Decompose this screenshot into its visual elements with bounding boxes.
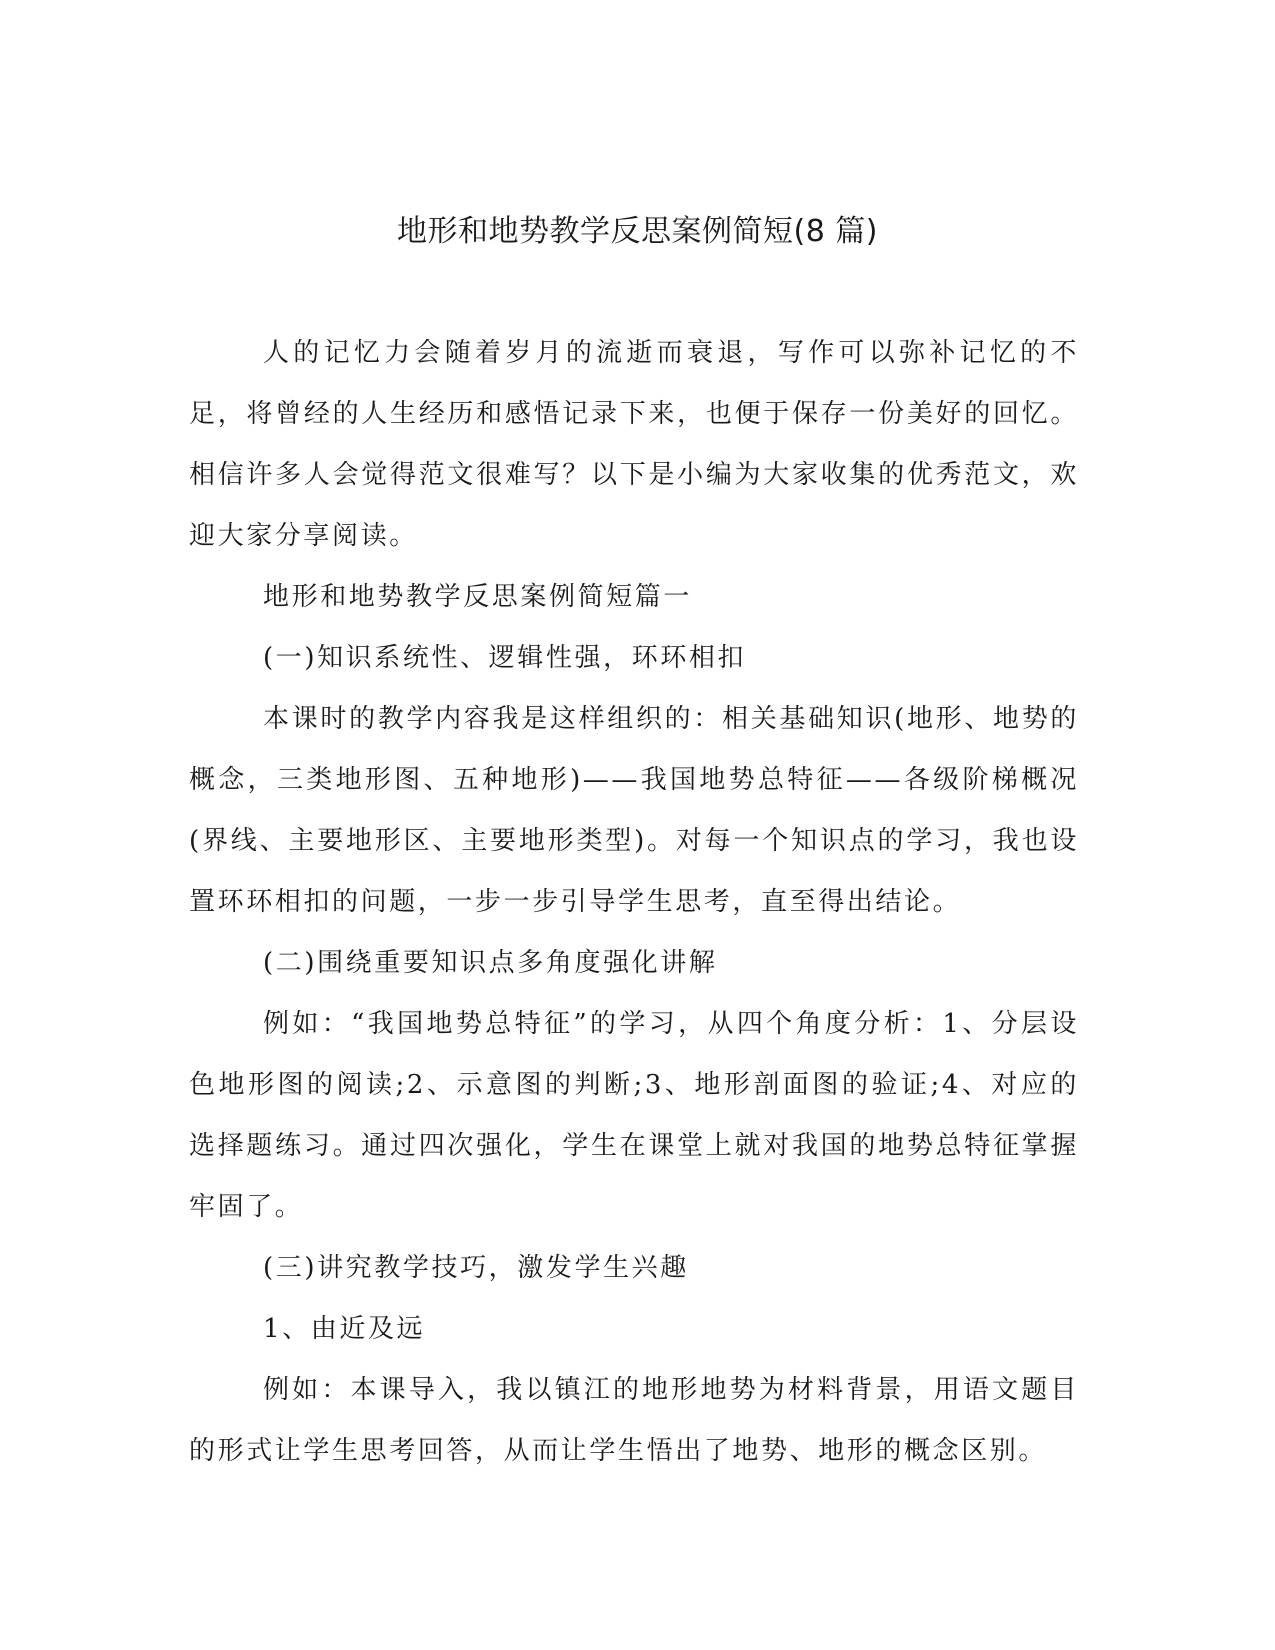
paragraph-intro: 人的记忆力会随着岁月的流逝而衰退，写作可以弥补记忆的不足，将曾经的人生经历和感悟记录下来，也便于保存一份美好的回忆。相信许多人会觉得范文很难写？以下是小编为大家收集的优秀范文，欢迎大家分享阅读。 xyxy=(189,338,1079,551)
paragraph-example-terrain-features: 例如：“我国地势总特征”的学习，从四个角度分析：1、分层设色地形图的阅读;2、示意图的判断;3、地形剖面图的验证;4、对应的选择题练习。通过四次强化，学生在课堂上就对我国的地势总特征掌握牢固了。 xyxy=(189,1009,1079,1222)
subheading-two: (二)围绕重要知识点多角度强化讲解 xyxy=(263,948,718,978)
document-title: 地形和地势教学反思案例简短(8 篇) xyxy=(396,214,879,249)
paragraph-example-lesson-intro: 例如：本课导入，我以镇江的地形地势为材料背景，用语文题目的形式让学生思考回答，从而让学生悟出了地势、地形的概念区别。 xyxy=(189,1375,1079,1466)
subheading-one: (一)知识系统性、逻辑性强，环环相扣 xyxy=(263,643,747,673)
paragraph-content-organization: 本课时的教学内容我是这样组织的：相关基础知识(地形、地势的概念，三类地形图、五种地形)——我国地势总特征——各级阶梯概况(界线、主要地形区、主要地形类型)。对每一个知识点的学习，我也设置环环相扣的问题，一步一步引导学生思考，直至得出结论。 xyxy=(189,704,1079,917)
document-body xyxy=(189,323,1079,1482)
list-item-near-to-far: 1、由近及远 xyxy=(263,1314,426,1344)
section-heading-part-one: 地形和地势教学反思案例简短篇一 xyxy=(263,582,693,612)
subheading-three: (三)讲究教学技巧，激发学生兴趣 xyxy=(263,1253,689,1283)
